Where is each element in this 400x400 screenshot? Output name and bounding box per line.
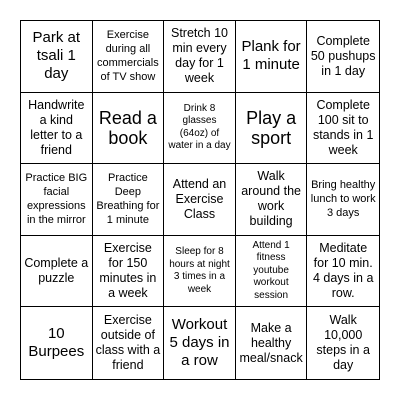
bingo-cell[interactable]: Play a sport <box>236 93 308 165</box>
bingo-cell[interactable]: Walk around the work building <box>236 164 308 236</box>
bingo-cell[interactable]: Park at tsali 1 day <box>21 21 93 93</box>
bingo-cell[interactable]: Walk 10,000 steps in a day <box>316 313 370 373</box>
bingo-cell[interactable]: Bring healthy lunch to work 3 days <box>307 164 379 236</box>
bingo-cell[interactable]: Exercise during all commercials of TV show <box>93 21 165 93</box>
bingo-cell[interactable]: Read a book <box>93 93 165 165</box>
bingo-cell[interactable]: Exercise outside of class with a friend <box>93 307 165 379</box>
bingo-cell[interactable]: Exercise for 150 minutes in a week <box>93 236 165 308</box>
bingo-cell[interactable]: 10 Burpees <box>21 307 93 379</box>
bingo-cell[interactable]: Sleep for 8 hours at night 3 times in a week <box>164 236 236 308</box>
bingo-cell[interactable]: Stretch 10 min every day for 1 week <box>164 21 236 93</box>
bingo-cell[interactable]: Workout 5 days in a row <box>164 307 236 379</box>
bingo-board <box>20 20 380 380</box>
bingo-cell[interactable]: Practice BIG facial expressions in the mirror <box>21 164 93 236</box>
bingo-cell[interactable]: Meditate for 10 min. 4 days in a row. <box>307 236 379 308</box>
bingo-cell[interactable]: Attend an Exercise Class <box>164 164 236 236</box>
bingo-cell[interactable]: Make a healthy meal/snack <box>236 307 308 379</box>
bingo-cell[interactable]: Drink 8 glasses (64oz) of water in a day <box>164 93 236 165</box>
bingo-cell[interactable]: Complete 100 sit to stands in 1 week <box>307 93 379 165</box>
bingo-cell[interactable]: Attend 1 fitness youtube workout session <box>236 236 308 308</box>
bingo-cell[interactable]: Practice Deep Breathing for 1 minute <box>93 164 165 236</box>
bingo-cell[interactable]: Plank for 1 minute <box>236 21 308 93</box>
bingo-cell[interactable]: Complete 50 pushups in 1 day <box>307 21 379 93</box>
bingo-cell[interactable]: Complete a puzzle <box>21 236 93 308</box>
bingo-cell[interactable]: Handwrite a kind letter to a friend <box>21 93 93 165</box>
